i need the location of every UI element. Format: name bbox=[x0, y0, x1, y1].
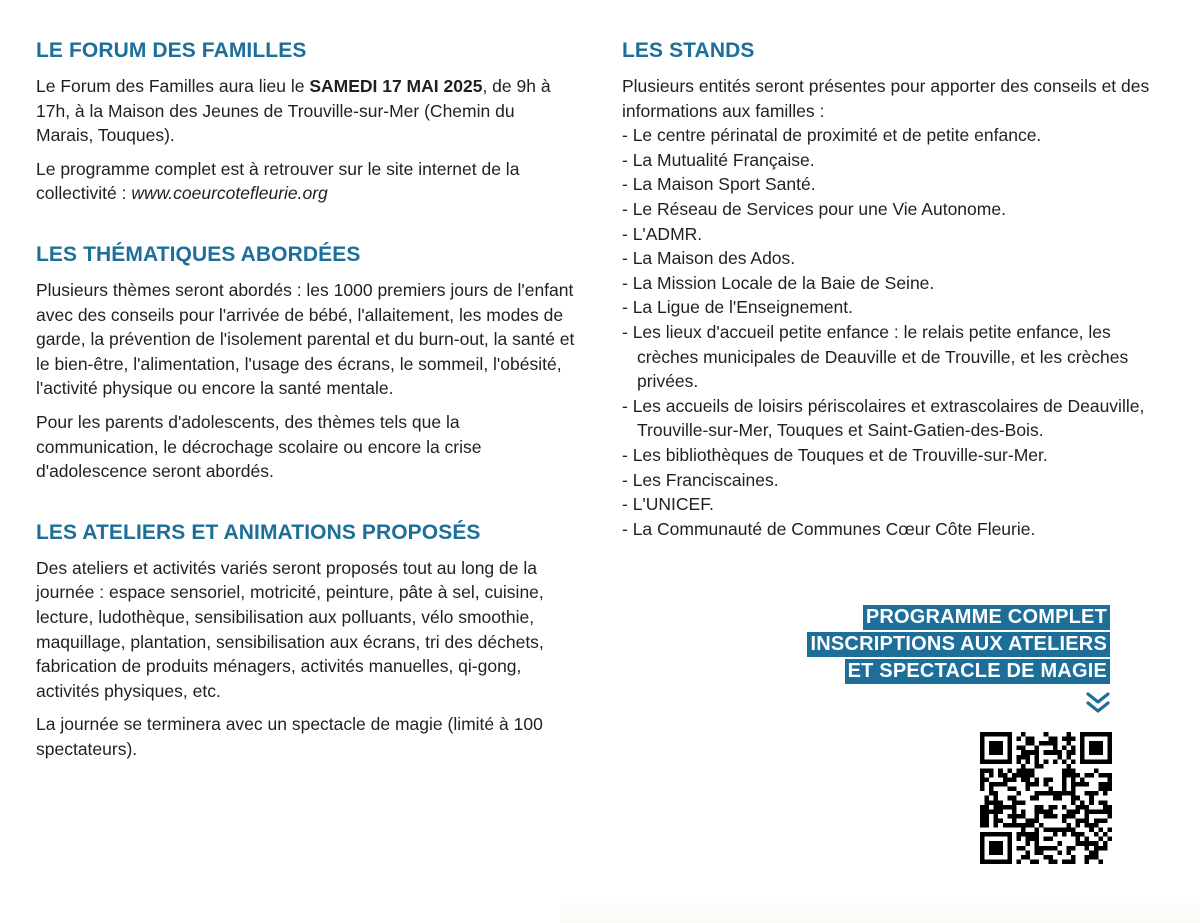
thematiques-title: LES THÉMATIQUES ABORDÉES bbox=[36, 242, 361, 266]
list-item: - L'ADMR. bbox=[622, 223, 703, 244]
forum-program-text: Le programme complet est à retrouver sur le site internet de la collectivité : bbox=[36, 158, 520, 204]
forum-section bbox=[36, 36, 576, 206]
thematiques-section bbox=[36, 240, 576, 484]
forum-date-intro: Le Forum des Familles aura lieu le bbox=[36, 76, 310, 96]
list-item: - L'UNICEF. bbox=[622, 494, 714, 515]
list-item: - Les Franciscaines. bbox=[622, 469, 779, 490]
double-chevron-down-icon bbox=[1085, 691, 1111, 715]
stands-list bbox=[622, 123, 1167, 541]
list-item: - Le Réseau de Services pour une Vie Autonome. bbox=[622, 198, 1006, 219]
forum-date-paragraph bbox=[36, 74, 576, 148]
stands-title: LES STANDS bbox=[622, 39, 755, 62]
list-item: - La Communauté de Communes Cœur Côte Fleurie. bbox=[622, 518, 1036, 539]
list-item: - La Maison Sport Santé. bbox=[622, 174, 816, 195]
list-item: - Le centre périnatal de proximité et de petite enfance. bbox=[622, 125, 1042, 146]
forum-location: , de 9h à 17h, à la Maison des Jeunes de Trouville-sur-Mer (Chemin du Marais, Touques). bbox=[36, 76, 551, 146]
program-callout bbox=[807, 605, 1110, 686]
thematiques-paragraph-2: Pour les parents d'adolescents, des thèmes tels que la communication, le décrochage scolaire ou encore la crise d'adolescence seront abordés. bbox=[36, 411, 482, 482]
list-item: - La Mutualité Française. bbox=[622, 149, 815, 170]
list-item: - Les lieux d'accueil petite enfance : le relais petite enfance, les crèches municipales de Deauville et de Trouville, et les crèches privées. bbox=[622, 321, 1129, 392]
forum-date: SAMEDI 17 MAI 2025 bbox=[309, 76, 483, 96]
list-item: - La Maison des Ados. bbox=[622, 248, 796, 269]
forum-program-paragraph bbox=[36, 157, 576, 206]
ateliers-title: LES ATELIERS ET ANIMATIONS PROPOSÉS bbox=[36, 520, 481, 544]
list-item: - La Mission Locale de la Baie de Seine. bbox=[622, 272, 935, 293]
stands-intro: Plusieurs entités seront présentes pour apporter des conseils et des informations aux familles : bbox=[622, 76, 1150, 121]
qr-code[interactable] bbox=[980, 732, 1112, 864]
left-column bbox=[36, 36, 576, 795]
website-link[interactable]: www.coeurcotefleurie.org bbox=[131, 183, 328, 204]
ateliers-paragraph-1: Des ateliers et activités variés seront proposés tout au long de la journée : espace sensoriel, motricité, peinture, pâte à sel, cuisine, lecture, ludothèque, sensibilisation aux polluants, vélo smoothie, maquillage, plantation, sensibilisation aux écrans, tri des déchets, fabrication de produits ménagers, activités manuelles, qi-gong, activités physiques, etc. bbox=[36, 557, 544, 701]
callout-line-registrations: INSCRIPTIONS AUX ATELIERS bbox=[807, 632, 1110, 657]
thematiques-paragraph-1: Plusieurs thèmes seront abordés : les 1000 premiers jours de l'enfant avec des conseils pour l'arrivée de bébé, l'allaitement, les modes de garde, la prévention de l'isolement parental et du burn-out, la santé et le bien-être, l'alimentation, l'usage des écrans, le sommeil, l'obésité, l'activité physique ou encore la santé mentale. bbox=[36, 279, 575, 399]
list-item: - La Ligue de l'Enseignement. bbox=[622, 297, 853, 318]
ateliers-paragraph-2: La journée se terminera avec un spectacle de magie (limité à 100 spectateurs). bbox=[36, 714, 543, 759]
page-bottom-fade bbox=[560, 895, 1200, 923]
ateliers-section bbox=[36, 518, 576, 762]
callout-line-magic-show: ET SPECTACLE DE MAGIE bbox=[845, 659, 1110, 684]
list-item: - Les bibliothèques de Touques et de Trouville-sur-Mer. bbox=[622, 444, 1048, 465]
list-item: - Les accueils de loisirs périscolaires et extrascolaires de Deauville, Trouville-sur-Mer, Touques et Saint-Gatien-des-Bois. bbox=[622, 395, 1145, 441]
forum-title: LE FORUM DES FAMILLES bbox=[36, 39, 307, 62]
callout-line-program: PROGRAMME COMPLET bbox=[863, 605, 1110, 630]
right-column bbox=[622, 36, 1167, 541]
